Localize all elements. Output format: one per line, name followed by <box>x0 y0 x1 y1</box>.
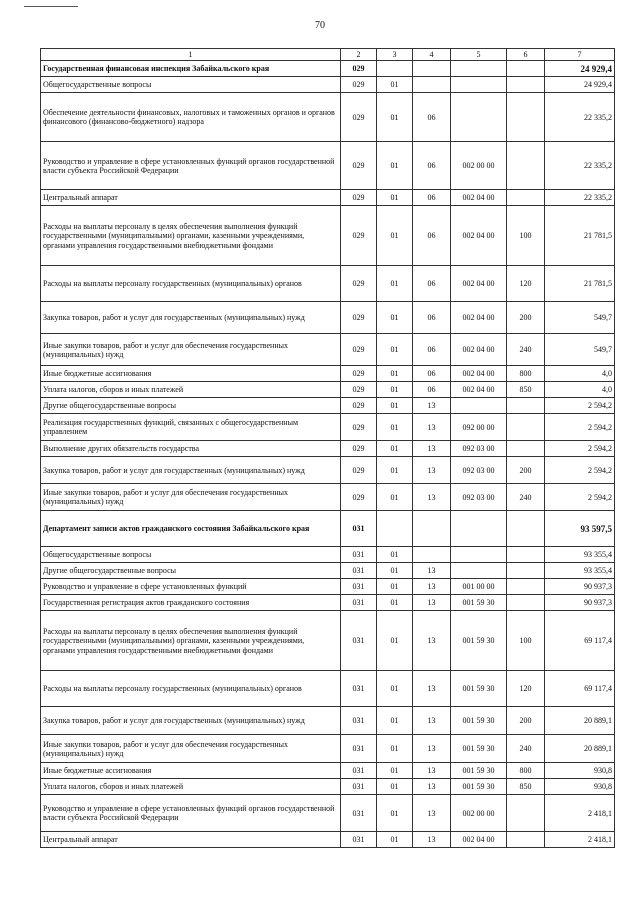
row-code-cell: 029 <box>341 414 377 441</box>
row-amount-cell: 93 597,5 <box>545 511 615 547</box>
row-amount-cell: 930,8 <box>545 779 615 795</box>
row-code-cell: 031 <box>341 779 377 795</box>
row-target-article-cell: 001 59 30 <box>451 671 507 707</box>
row-target-article-cell: 001 59 30 <box>451 595 507 611</box>
row-expense-type-cell: 100 <box>507 206 545 266</box>
row-section-cell: 01 <box>377 707 413 735</box>
table-header-row <box>41 49 615 61</box>
row-target-article-cell: 002 04 00 <box>451 302 507 334</box>
row-amount-cell: 69 117,4 <box>545 671 615 707</box>
row-code-cell: 029 <box>341 398 377 414</box>
row-amount-cell: 2 418,1 <box>545 795 615 832</box>
row-amount-cell: 22 335,2 <box>545 142 615 190</box>
row-target-article-cell: 002 04 00 <box>451 266 507 302</box>
row-amount-cell: 22 335,2 <box>545 190 615 206</box>
row-expense-type-cell: 200 <box>507 302 545 334</box>
row-code-cell: 029 <box>341 93 377 142</box>
row-section-cell <box>377 511 413 547</box>
table-row <box>41 302 615 334</box>
row-subsection-cell: 13 <box>413 707 451 735</box>
row-code-cell: 031 <box>341 595 377 611</box>
row-name-cell: Закупка товаров, работ и услуг для государственных (муниципальных) нужд <box>41 457 341 484</box>
row-target-article-cell: 002 04 00 <box>451 334 507 366</box>
row-subsection-cell <box>413 511 451 547</box>
row-section-cell: 01 <box>377 414 413 441</box>
table-row <box>41 707 615 735</box>
row-target-article-cell <box>451 511 507 547</box>
row-expense-type-cell <box>507 547 545 563</box>
header-cell: 5 <box>451 49 507 61</box>
row-section-cell: 01 <box>377 302 413 334</box>
row-code-cell: 031 <box>341 511 377 547</box>
row-expense-type-cell <box>507 61 545 77</box>
table-body <box>41 49 615 848</box>
row-amount-cell: 20 889,1 <box>545 707 615 735</box>
row-expense-type-cell: 240 <box>507 334 545 366</box>
row-code-cell: 031 <box>341 563 377 579</box>
row-target-article-cell: 001 59 30 <box>451 707 507 735</box>
row-target-article-cell: 002 04 00 <box>451 832 507 848</box>
row-target-article-cell: 002 00 00 <box>451 142 507 190</box>
row-expense-type-cell <box>507 398 545 414</box>
row-expense-type-cell: 240 <box>507 735 545 763</box>
row-section-cell: 01 <box>377 77 413 93</box>
row-code-cell: 029 <box>341 266 377 302</box>
row-code-cell: 029 <box>341 190 377 206</box>
row-amount-cell: 69 117,4 <box>545 611 615 671</box>
row-section-cell: 01 <box>377 832 413 848</box>
page-number: 70 <box>315 20 325 31</box>
row-code-cell: 029 <box>341 334 377 366</box>
row-expense-type-cell <box>507 832 545 848</box>
row-amount-cell: 90 937,3 <box>545 595 615 611</box>
row-subsection-cell: 13 <box>413 735 451 763</box>
row-subsection-cell: 06 <box>413 334 451 366</box>
row-amount-cell: 2 594,2 <box>545 441 615 457</box>
table-row <box>41 763 615 779</box>
row-section-cell: 01 <box>377 334 413 366</box>
row-amount-cell: 20 889,1 <box>545 735 615 763</box>
row-name-cell: Общегосударственные вопросы <box>41 547 341 563</box>
row-code-cell: 031 <box>341 832 377 848</box>
row-name-cell: Общегосударственные вопросы <box>41 77 341 93</box>
header-cell: 2 <box>341 49 377 61</box>
row-amount-cell: 21 781,5 <box>545 206 615 266</box>
row-amount-cell: 93 355,4 <box>545 547 615 563</box>
row-name-cell: Центральный аппарат <box>41 190 341 206</box>
row-subsection-cell: 13 <box>413 398 451 414</box>
table-row <box>41 93 615 142</box>
row-subsection-cell: 06 <box>413 266 451 302</box>
row-target-article-cell: 001 00 00 <box>451 579 507 595</box>
row-subsection-cell: 13 <box>413 763 451 779</box>
row-name-cell: Руководство и управление в сфере установленных функций органов государственной власти субъекта Российской Федерации <box>41 142 341 190</box>
row-expense-type-cell: 200 <box>507 457 545 484</box>
row-target-article-cell: 092 03 00 <box>451 484 507 511</box>
row-code-cell: 029 <box>341 366 377 382</box>
row-subsection-cell: 13 <box>413 441 451 457</box>
row-expense-type-cell <box>507 414 545 441</box>
row-subsection-cell: 13 <box>413 671 451 707</box>
row-name-cell: Расходы на выплаты персоналу государственных (муниципальных) органов <box>41 266 341 302</box>
row-amount-cell: 2 594,2 <box>545 457 615 484</box>
row-code-cell: 029 <box>341 77 377 93</box>
row-subsection-cell: 06 <box>413 93 451 142</box>
row-amount-cell: 24 929,4 <box>545 61 615 77</box>
row-expense-type-cell: 800 <box>507 366 545 382</box>
row-subsection-cell: 13 <box>413 579 451 595</box>
row-expense-type-cell: 120 <box>507 266 545 302</box>
table-row <box>41 671 615 707</box>
top-rule <box>24 6 78 7</box>
row-subsection-cell: 13 <box>413 484 451 511</box>
row-code-cell: 029 <box>341 441 377 457</box>
row-target-article-cell <box>451 77 507 93</box>
row-subsection-cell <box>413 61 451 77</box>
table-row <box>41 795 615 832</box>
header-cell: 3 <box>377 49 413 61</box>
row-amount-cell: 930,8 <box>545 763 615 779</box>
row-amount-cell: 4,0 <box>545 366 615 382</box>
row-name-cell: Реализация государственных функций, связанных с общегосударственным управлением <box>41 414 341 441</box>
row-code-cell: 031 <box>341 579 377 595</box>
row-section-cell: 01 <box>377 563 413 579</box>
table-row <box>41 779 615 795</box>
table-row <box>41 735 615 763</box>
row-amount-cell: 4,0 <box>545 382 615 398</box>
row-name-cell: Обеспечение деятельности финансовых, налоговых и таможенных органов и органов финансового (финансово-бюджетного) надзора <box>41 93 341 142</box>
row-amount-cell: 549,7 <box>545 334 615 366</box>
row-name-cell: Руководство и управление в сфере установленных функций <box>41 579 341 595</box>
row-section-cell: 01 <box>377 142 413 190</box>
table-row <box>41 334 615 366</box>
row-amount-cell: 24 929,4 <box>545 77 615 93</box>
row-name-cell: Закупка товаров, работ и услуг для государственных (муниципальных) нужд <box>41 707 341 735</box>
row-expense-type-cell <box>507 595 545 611</box>
row-section-cell: 01 <box>377 595 413 611</box>
table-row <box>41 77 615 93</box>
row-section-cell: 01 <box>377 206 413 266</box>
row-name-cell: Государственная финансовая инспекция Забайкальского края <box>41 61 341 77</box>
row-subsection-cell: 06 <box>413 302 451 334</box>
row-amount-cell: 90 937,3 <box>545 579 615 595</box>
budget-table <box>40 48 615 848</box>
row-target-article-cell <box>451 398 507 414</box>
row-code-cell: 031 <box>341 547 377 563</box>
row-target-article-cell: 092 00 00 <box>451 414 507 441</box>
row-expense-type-cell: 120 <box>507 671 545 707</box>
table-row <box>41 398 615 414</box>
row-section-cell: 01 <box>377 382 413 398</box>
row-name-cell: Выполнение других обязательств государства <box>41 441 341 457</box>
table-row <box>41 579 615 595</box>
row-code-cell: 031 <box>341 735 377 763</box>
table-row <box>41 206 615 266</box>
row-name-cell: Иные бюджетные ассигнования <box>41 763 341 779</box>
row-section-cell: 01 <box>377 190 413 206</box>
row-expense-type-cell: 800 <box>507 763 545 779</box>
row-section-cell: 01 <box>377 735 413 763</box>
table-row <box>41 547 615 563</box>
row-target-article-cell: 002 04 00 <box>451 366 507 382</box>
row-section-cell: 01 <box>377 441 413 457</box>
row-section-cell: 01 <box>377 671 413 707</box>
table-row <box>41 611 615 671</box>
row-amount-cell: 2 594,2 <box>545 484 615 511</box>
row-name-cell: Иные бюджетные ассигнования <box>41 366 341 382</box>
table-row <box>41 441 615 457</box>
row-subsection-cell: 13 <box>413 414 451 441</box>
table-row <box>41 595 615 611</box>
row-name-cell: Центральный аппарат <box>41 832 341 848</box>
row-amount-cell: 21 781,5 <box>545 266 615 302</box>
row-subsection-cell <box>413 77 451 93</box>
row-target-article-cell: 002 04 00 <box>451 206 507 266</box>
table-row <box>41 366 615 382</box>
row-target-article-cell: 001 59 30 <box>451 735 507 763</box>
row-amount-cell: 549,7 <box>545 302 615 334</box>
row-section-cell: 01 <box>377 484 413 511</box>
row-target-article-cell: 001 59 30 <box>451 611 507 671</box>
row-name-cell: Уплата налогов, сборов и иных платежей <box>41 382 341 398</box>
row-name-cell: Расходы на выплаты персоналу государственных (муниципальных) органов <box>41 671 341 707</box>
table-row <box>41 190 615 206</box>
table-row <box>41 266 615 302</box>
row-code-cell: 029 <box>341 206 377 266</box>
row-code-cell: 031 <box>341 795 377 832</box>
row-amount-cell: 2 594,2 <box>545 398 615 414</box>
row-section-cell: 01 <box>377 763 413 779</box>
table-row <box>41 563 615 579</box>
row-code-cell: 031 <box>341 707 377 735</box>
row-expense-type-cell: 200 <box>507 707 545 735</box>
row-name-cell: Расходы на выплаты персоналу в целях обеспечения выполнения функций государственными (муниципальными) органами, казенными учреждениями, органами управления государственными внебюджетными фондами <box>41 206 341 266</box>
row-target-article-cell: 002 04 00 <box>451 382 507 398</box>
row-subsection-cell: 06 <box>413 142 451 190</box>
row-expense-type-cell <box>507 190 545 206</box>
row-section-cell: 01 <box>377 779 413 795</box>
row-target-article-cell: 002 00 00 <box>451 795 507 832</box>
row-name-cell: Иные закупки товаров, работ и услуг для обеспечения государственных (муниципальных) нужд <box>41 484 341 511</box>
row-target-article-cell <box>451 563 507 579</box>
row-target-article-cell: 001 59 30 <box>451 763 507 779</box>
row-target-article-cell <box>451 93 507 142</box>
header-cell: 6 <box>507 49 545 61</box>
row-name-cell: Департамент записи актов гражданского состояния Забайкальского края <box>41 511 341 547</box>
row-code-cell: 029 <box>341 382 377 398</box>
row-subsection-cell: 13 <box>413 595 451 611</box>
row-subsection-cell: 13 <box>413 611 451 671</box>
row-amount-cell: 22 335,2 <box>545 93 615 142</box>
row-target-article-cell <box>451 61 507 77</box>
row-section-cell: 01 <box>377 366 413 382</box>
header-cell: 7 <box>545 49 615 61</box>
row-section-cell: 01 <box>377 547 413 563</box>
row-subsection-cell: 13 <box>413 795 451 832</box>
row-subsection-cell: 13 <box>413 563 451 579</box>
table-row <box>41 61 615 77</box>
row-amount-cell: 2 594,2 <box>545 414 615 441</box>
row-name-cell: Государственная регистрация актов гражданского состояния <box>41 595 341 611</box>
row-name-cell: Другие общегосударственные вопросы <box>41 563 341 579</box>
row-expense-type-cell <box>507 511 545 547</box>
row-code-cell: 029 <box>341 484 377 511</box>
row-name-cell: Другие общегосударственные вопросы <box>41 398 341 414</box>
table-row <box>41 457 615 484</box>
row-code-cell: 029 <box>341 302 377 334</box>
row-name-cell: Иные закупки товаров, работ и услуг для обеспечения государственных (муниципальных) нужд <box>41 334 341 366</box>
row-amount-cell: 93 355,4 <box>545 563 615 579</box>
table-row <box>41 511 615 547</box>
row-expense-type-cell: 850 <box>507 382 545 398</box>
row-expense-type-cell <box>507 77 545 93</box>
row-expense-type-cell <box>507 795 545 832</box>
row-section-cell <box>377 61 413 77</box>
row-name-cell: Расходы на выплаты персоналу в целях обеспечения выполнения функций государственными (муниципальными) органами, казенными учреждениями, органами управления государственными внебюджетными фондами <box>41 611 341 671</box>
row-expense-type-cell <box>507 563 545 579</box>
table-row <box>41 414 615 441</box>
row-name-cell: Иные закупки товаров, работ и услуг для обеспечения государственных (муниципальных) нужд <box>41 735 341 763</box>
row-name-cell: Руководство и управление в сфере установленных функций органов государственной власти субъекта Российской Федерации <box>41 795 341 832</box>
row-section-cell: 01 <box>377 611 413 671</box>
row-expense-type-cell <box>507 93 545 142</box>
row-section-cell: 01 <box>377 93 413 142</box>
row-code-cell: 031 <box>341 611 377 671</box>
row-target-article-cell: 001 59 30 <box>451 779 507 795</box>
row-subsection-cell: 06 <box>413 366 451 382</box>
row-subsection-cell: 13 <box>413 832 451 848</box>
row-code-cell: 031 <box>341 763 377 779</box>
row-expense-type-cell <box>507 142 545 190</box>
row-section-cell: 01 <box>377 398 413 414</box>
table-row <box>41 832 615 848</box>
row-subsection-cell <box>413 547 451 563</box>
table-row <box>41 382 615 398</box>
row-name-cell: Закупка товаров, работ и услуг для государственных (муниципальных) нужд <box>41 302 341 334</box>
row-section-cell: 01 <box>377 266 413 302</box>
row-expense-type-cell <box>507 579 545 595</box>
row-expense-type-cell: 100 <box>507 611 545 671</box>
row-expense-type-cell: 240 <box>507 484 545 511</box>
row-section-cell: 01 <box>377 795 413 832</box>
row-code-cell: 029 <box>341 457 377 484</box>
table-row <box>41 484 615 511</box>
row-code-cell: 029 <box>341 142 377 190</box>
row-section-cell: 01 <box>377 579 413 595</box>
header-cell: 4 <box>413 49 451 61</box>
row-name-cell: Уплата налогов, сборов и иных платежей <box>41 779 341 795</box>
row-section-cell: 01 <box>377 457 413 484</box>
row-code-cell: 031 <box>341 671 377 707</box>
row-amount-cell: 2 418,1 <box>545 832 615 848</box>
row-subsection-cell: 06 <box>413 206 451 266</box>
row-subsection-cell: 06 <box>413 190 451 206</box>
row-target-article-cell <box>451 547 507 563</box>
row-subsection-cell: 13 <box>413 779 451 795</box>
header-cell: 1 <box>41 49 341 61</box>
row-expense-type-cell: 850 <box>507 779 545 795</box>
row-subsection-cell: 13 <box>413 457 451 484</box>
row-target-article-cell: 092 03 00 <box>451 441 507 457</box>
row-expense-type-cell <box>507 441 545 457</box>
row-target-article-cell: 092 03 00 <box>451 457 507 484</box>
row-subsection-cell: 06 <box>413 382 451 398</box>
table-row <box>41 142 615 190</box>
row-code-cell: 029 <box>341 61 377 77</box>
row-target-article-cell: 002 04 00 <box>451 190 507 206</box>
